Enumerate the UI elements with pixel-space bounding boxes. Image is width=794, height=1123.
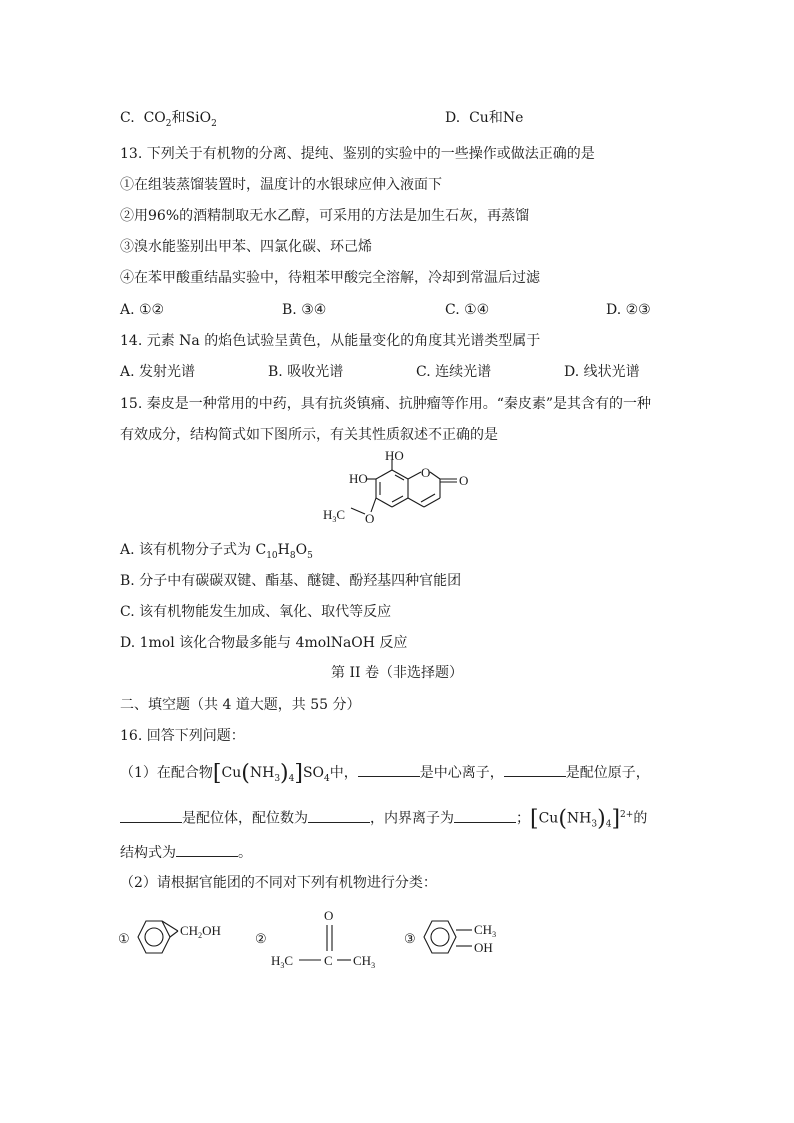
molecule-1-number: ①	[118, 931, 130, 946]
molecule-2-oxygen: O	[324, 908, 334, 923]
section-2-heading: 第 II 卷（非选择题）	[331, 665, 463, 681]
q16-part-1-line-2: 是配位体，配位数为 ，内界离子为 ；$[Cu(NH_3)_4]^{2+}$的	[120, 805, 647, 834]
q15-stem-line-1: 15. 秦皮是一种常用的中药，具有抗炎镇痛、抗肿瘤等作用。“秦皮素”是其含有的一种	[120, 396, 652, 412]
q13-statement-4: ④在苯甲酸重结晶实验中，待粗苯甲酸完全溶解，冷却到常温后过滤	[120, 270, 540, 286]
molecule-acetone	[255, 905, 395, 973]
q15-option-c: C. 该有机物能发生加成、氧化、取代等反应	[120, 604, 392, 620]
fraxetin-keto-o: O	[459, 473, 469, 488]
blank-ligand-atom[interactable]	[504, 762, 566, 777]
q16-part-1-line-1: （1）在配合物$[Cu(NH_3)_4]SO_4$中， 是中心离子， 是配位原子，	[120, 761, 650, 786]
q15-option-b: B. 分子中有碳碳双键、酯基、醚键、酚羟基四种官能团	[120, 573, 462, 589]
molecule-3-number: ③	[404, 931, 416, 946]
blank-ligand[interactable]	[120, 808, 182, 823]
q13-option-a: A. ①②	[120, 302, 165, 318]
fraxetin-structure	[315, 450, 485, 535]
blank-center-ion[interactable]	[358, 762, 420, 777]
q14-stem: 14. 元素 Na 的焰色试验呈黄色，从能量变化的角度其光谱类型属于	[120, 333, 541, 349]
q14-option-a: A. 发射光谱	[120, 364, 196, 380]
q15-option-a: A. 该有机物分子式为 $C_{10}H_8O_5$	[120, 542, 313, 561]
molecule-2-right-methyl: $CH_3$	[353, 953, 376, 970]
fraxetin-ring-o: O	[421, 465, 431, 480]
q13-statement-1: ①在组装蒸馏装置时，温度计的水银球应伸入液面下	[120, 177, 442, 193]
q13-statement-2: ②用96%的酒精制取无水乙醇，可采用的方法是加生石灰，再蒸馏	[120, 208, 530, 224]
q13-option-d: D. ②③	[606, 302, 651, 318]
q15-option-d: D. 1mol 该化合物最多能与 4molNaOH 反应	[120, 635, 408, 651]
molecule-2-carbonyl-carbon: C	[324, 953, 333, 968]
molecule-3-hydroxyl: OH	[474, 940, 493, 955]
section-2-subheading: 二、填空题（共 4 道大题，共 55 分）	[120, 697, 361, 713]
fraxetin-methyl: $H_3C$	[323, 507, 346, 524]
q12-option-c: C. $CO_2$和SiO$_2$	[120, 110, 217, 129]
q13-statement-3: ③溴水能鉴别出甲苯、四氯化碳、环己烯	[120, 239, 372, 255]
q16-part-2: （2）请根据官能团的不同对下列有机物进行分类：	[120, 875, 437, 891]
q13-stem: 13. 下列关于有机物的分离、提纯、鉴别的实验中的一些操作或做法正确的是	[120, 146, 595, 162]
q15-stem-line-2: 有效成分，结构简式如下图所示，有关其性质叙述不正确的是	[120, 427, 498, 443]
molecule-1-group: $CH_2OH$	[180, 923, 221, 940]
q12-option-d: D. Cu和Ne	[445, 110, 524, 126]
molecule-2-left-methyl: $H_3C$	[271, 953, 294, 970]
q13-option-c: C. ①④	[445, 302, 490, 318]
molecule-benzyl-alcohol	[118, 912, 243, 962]
q13-option-b: B. ③④	[282, 302, 327, 318]
molecule-2-number: ②	[255, 931, 267, 946]
q14-option-d: D. 线状光谱	[564, 364, 640, 380]
q16-part-1-line-3: 结构式为 。	[120, 842, 252, 863]
q14-option-c: C. 连续光谱	[416, 364, 492, 380]
blank-structural-formula[interactable]	[176, 842, 238, 857]
blank-coordination-number[interactable]	[308, 808, 370, 823]
fraxetin-ho-top: HO	[385, 450, 404, 463]
molecule-3-methyl: $CH_3$	[474, 922, 497, 939]
fraxetin-ether-o: O	[365, 511, 375, 526]
fraxetin-ho-left: HO	[349, 471, 368, 486]
blank-inner-ion[interactable]	[454, 808, 516, 823]
molecule-o-cresol	[404, 912, 514, 962]
q16-stem: 16. 回答下列问题：	[120, 728, 245, 744]
q14-option-b: B. 吸收光谱	[268, 364, 344, 380]
